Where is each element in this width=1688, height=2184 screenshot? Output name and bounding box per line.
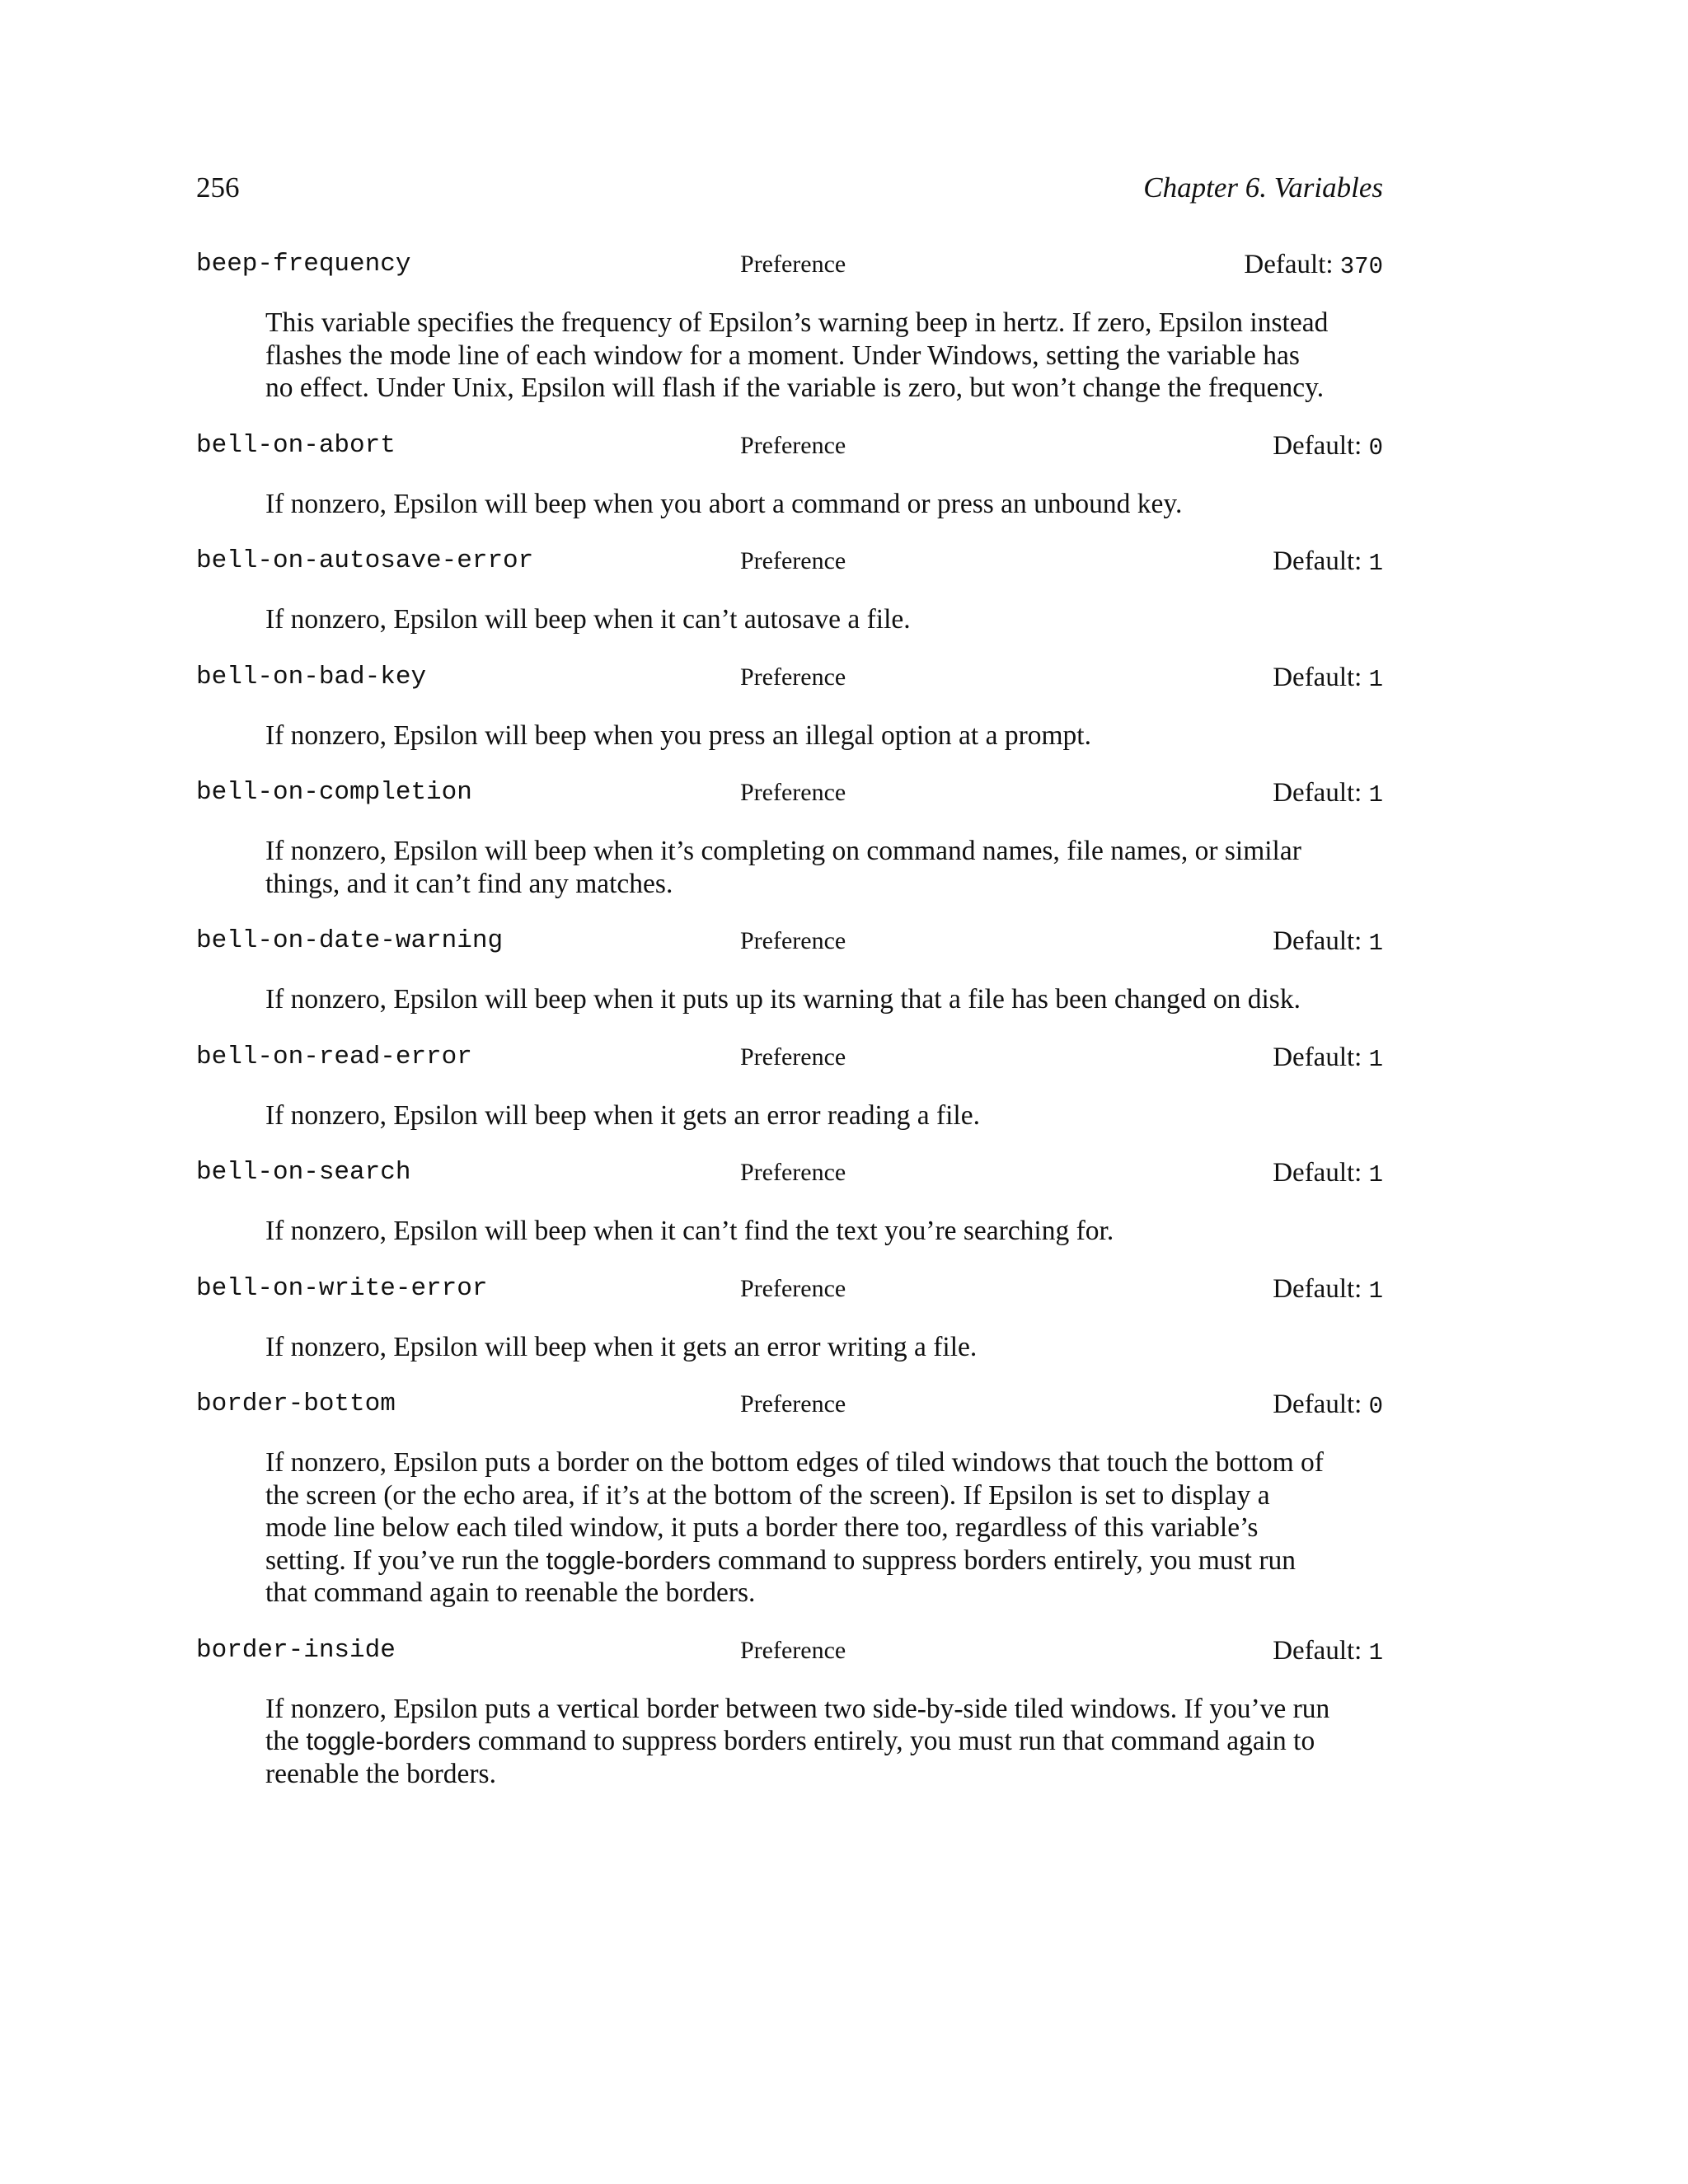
entry-heading (196, 1633, 1383, 1668)
desc-text: mode line below each tiled window, it puts a border there too, regardless of this variable’s (265, 1512, 1259, 1543)
default-label: Default: (1273, 1273, 1362, 1304)
variable-type: Preference (740, 547, 846, 574)
entry-heading (196, 1155, 1383, 1190)
entry-heading (196, 1387, 1383, 1422)
variable-description (265, 1215, 1370, 1248)
desc-text: If nonzero, Epsilon will beep when you abort a command or press an unbound key. (265, 488, 1183, 519)
variable-default (971, 1633, 1383, 1671)
desc-text: the (265, 1726, 307, 1756)
entry-heading (196, 1040, 1383, 1075)
chapter-title: Chapter 6. Variables (1143, 171, 1383, 204)
variable-type: Preference (740, 1043, 846, 1071)
variable-description (265, 835, 1370, 900)
variable-entry (196, 1633, 1383, 1791)
desc-text: If nonzero, Epsilon will beep when it can’t find the text you’re searching for. (265, 1216, 1114, 1246)
variable-list (196, 247, 1383, 1814)
default-value: 0 (1368, 1393, 1383, 1420)
desc-text: things, and it can’t find any matches. (265, 868, 673, 899)
default-value: 1 (1368, 665, 1383, 693)
variable-type: Preference (740, 431, 846, 459)
variable-entry (196, 924, 1383, 1016)
variable-name: bell-on-completion (196, 778, 472, 807)
variable-name: bell-on-abort (196, 430, 396, 460)
default-value: 0 (1368, 434, 1383, 462)
entry-heading (196, 429, 1383, 463)
variable-description (265, 488, 1370, 521)
default-label: Default: (1273, 778, 1362, 808)
variable-description (265, 1331, 1370, 1364)
desc-text: If nonzero, Epsilon will beep when it’s completing on command names, file names, or similar (265, 836, 1301, 866)
variable-name: bell-on-read-error (196, 1042, 472, 1071)
desc-text: setting. If you’ve run the (265, 1544, 546, 1576)
desc-text: If nonzero, Epsilon will beep when it gets an error writing a file. (265, 1331, 978, 1362)
desc-text: command to suppress borders entirely, you must run that command again to (471, 1726, 1315, 1756)
default-label: Default: (1273, 926, 1362, 956)
variable-default (971, 1387, 1383, 1424)
command-name: toggle-borders (546, 1545, 711, 1575)
default-value: 1 (1368, 1045, 1383, 1073)
variable-default (971, 544, 1383, 581)
variable-name: bell-on-search (196, 1158, 411, 1187)
variable-default (971, 660, 1383, 697)
variable-type: Preference (740, 1159, 846, 1186)
default-value: 1 (1368, 1638, 1383, 1666)
variable-type: Preference (740, 251, 846, 278)
entry-heading (196, 544, 1383, 579)
variable-default (971, 1155, 1383, 1193)
variable-name: bell-on-date-warning (196, 926, 504, 955)
entry-heading (196, 776, 1383, 810)
page-header (196, 171, 1383, 204)
variable-description (265, 603, 1370, 636)
variable-default (971, 1272, 1383, 1309)
desc-text: If nonzero, Epsilon will beep when it can’t autosave a file. (265, 604, 911, 635)
desc-text: command to suppress borders entirely, you must run (710, 1544, 1296, 1576)
variable-default (971, 247, 1383, 284)
desc-text: If nonzero, Epsilon will beep when it puts up its warning that a file has been changed on disk. (265, 984, 1301, 1015)
default-value: 1 (1368, 1277, 1383, 1305)
variable-default (971, 429, 1383, 466)
desc-text: If nonzero, Epsilon puts a vertical border between two side-by-side tiled windows. If you’ve run (265, 1693, 1330, 1724)
variable-entry (196, 544, 1383, 636)
variable-default (971, 924, 1383, 961)
variable-entry (196, 776, 1383, 900)
desc-text: reenable the borders. (265, 1758, 496, 1789)
default-label: Default: (1273, 1042, 1362, 1072)
default-value: 1 (1368, 550, 1383, 577)
default-value: 1 (1368, 930, 1383, 957)
variable-description (265, 307, 1370, 405)
desc-text: the screen (or the echo area, if it’s at the bottom of the screen). If Epsilon is set to display a (265, 1479, 1270, 1511)
variable-name: border-bottom (196, 1390, 396, 1418)
variable-entry (196, 429, 1383, 521)
variable-entry (196, 1155, 1383, 1248)
variable-description (265, 1693, 1370, 1791)
variable-description (265, 719, 1370, 752)
desc-text: that command again to reenable the borders. (265, 1577, 756, 1608)
variable-default (971, 1040, 1383, 1077)
variable-default (971, 776, 1383, 813)
desc-text: no effect. Under Unix, Epsilon will flash if the variable is zero, but won’t change the frequency. (265, 373, 1325, 403)
variable-description (265, 1099, 1370, 1132)
entry-heading (196, 247, 1383, 282)
variable-type: Preference (740, 663, 846, 691)
variable-name: border-inside (196, 1635, 396, 1665)
command-name: toggle-borders (306, 1727, 471, 1755)
variable-type: Preference (740, 779, 846, 806)
entry-heading (196, 1272, 1383, 1306)
default-label: Default: (1273, 662, 1362, 692)
default-value: 370 (1339, 253, 1383, 280)
variable-name: bell-on-bad-key (196, 662, 427, 691)
entry-heading (196, 924, 1383, 958)
variable-name: bell-on-autosave-error (196, 546, 534, 575)
default-label: Default: (1273, 1635, 1362, 1666)
default-label: Default: (1273, 546, 1362, 576)
default-value: 1 (1368, 1161, 1383, 1188)
variable-entry (196, 660, 1383, 752)
variable-description (265, 1446, 1370, 1610)
desc-text: This variable specifies the frequency of Epsilon’s warning beep in hertz. If zero, Epsilon instead (265, 307, 1329, 338)
default-label: Default: (1244, 250, 1334, 279)
variable-type: Preference (740, 927, 846, 954)
page-number: 256 (196, 171, 240, 204)
desc-text: If nonzero, Epsilon puts a border on the bottom edges of tiled windows that touch the bottom of (265, 1447, 1324, 1478)
variable-type: Preference (740, 1274, 846, 1302)
variable-type: Preference (740, 1390, 846, 1418)
variable-entry (196, 247, 1383, 405)
variable-name: bell-on-write-error (196, 1273, 488, 1303)
variable-entry (196, 1040, 1383, 1132)
variable-entry (196, 1387, 1383, 1610)
default-value: 1 (1368, 781, 1383, 808)
default-label: Default: (1273, 1158, 1362, 1188)
entry-heading (196, 660, 1383, 695)
variable-entry (196, 1272, 1383, 1364)
default-label: Default: (1273, 1390, 1362, 1419)
variable-type: Preference (740, 1636, 846, 1664)
desc-text: If nonzero, Epsilon will beep when it gets an error reading a file. (265, 1099, 980, 1131)
variable-name: beep-frequency (196, 250, 411, 279)
variable-description (265, 983, 1370, 1016)
desc-text: flashes the mode line of each window for a moment. Under Windows, setting the variable has (265, 340, 1300, 371)
default-label: Default: (1273, 430, 1362, 461)
desc-text: If nonzero, Epsilon will beep when you press an illegal option at a prompt. (265, 719, 1091, 751)
